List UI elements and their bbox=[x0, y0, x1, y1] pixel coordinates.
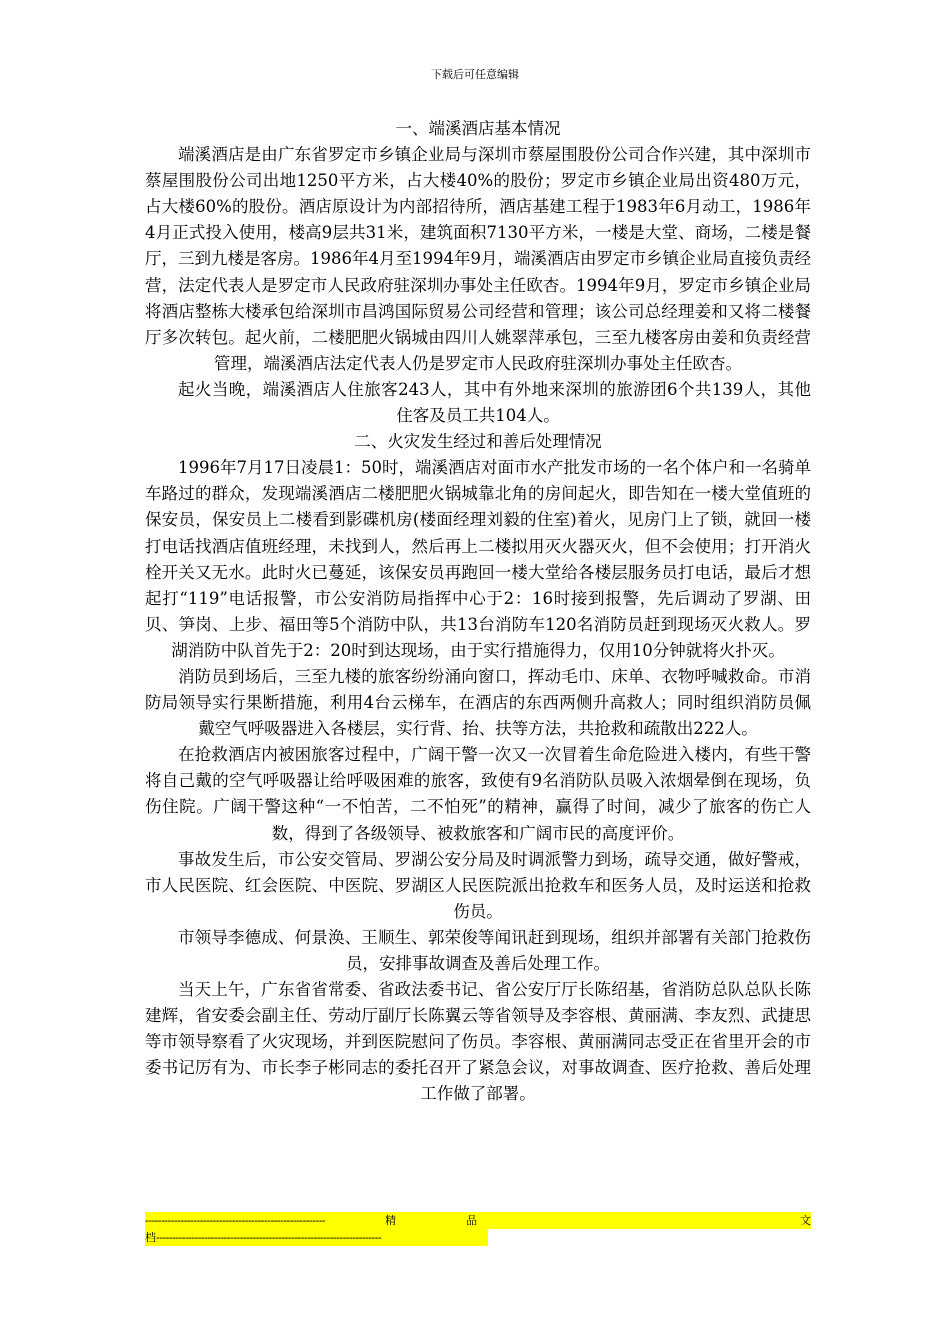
paragraph: 当天上午，广东省省常委、省政法委书记、省公安厅厅长陈绍基，省消防总队总队长陈建辉，省安委会副主任、劳动厅副厅长陈翼云等省领导及李容根、黄丽满、李友烈、武捷思等市领导察看了火灾现场，并到医院慰问了伤员。李容根、黄丽满同志受正在省里开会的市委书记厉有为、市长李子彬同志的委托召开了紧急会议，对事故调查、医疗抢救、善后处理工作做了部署。 bbox=[145, 980, 811, 1104]
footer-banner bbox=[145, 1212, 811, 1246]
footer-char: 档 bbox=[145, 1231, 156, 1244]
footer-dashes: ---------------------------------------------------------------------- bbox=[156, 1231, 382, 1244]
footer-char: 文 bbox=[800, 1214, 811, 1227]
section-heading-2: 二、火灾发生经过和善后处理情况 bbox=[354, 432, 602, 452]
paragraph: 在抢救酒店内被困旅客过程中，广阔干警一次又一次冒着生命危险进入楼内，有些干警将自己戴的空气呼吸器让给呼吸困难的旅客，致使有9名消防队员吸入浓烟晕倒在现场，负伤住院。广阔干警这种“一不怕苦，二不怕死”的精神，赢得了时间，减少了旅客的伤亡人数，得到了各级领导、被救旅客和广阔市民的高度评价。 bbox=[145, 745, 811, 843]
footer-dashes: -------------------------------------------------------- bbox=[145, 1214, 326, 1227]
footer-char: 品 bbox=[466, 1214, 478, 1227]
footer-char: 精 bbox=[385, 1214, 397, 1227]
paragraph: 起火当晚，端溪酒店人住旅客243人，其中有外地来深圳的旅游团6个共139人，其他住客及员工共104人。 bbox=[178, 379, 811, 426]
paragraph: 1996年7月17日凌晨1：50时，端溪酒店对面市水产批发市场的一名个体户和一名骑单车路过的群众，发现端溪酒店二楼肥肥火锅城靠北角的房间起火，即告知在一楼大堂值班的保安员，保安员上二楼看到影碟机房(楼面经理刘毅的住室)着火，见房门上了锁，就回一楼打电话找酒店值班经理，未找到人，然后再上二楼拟用灭火器灭火，但不会使用；打开消火栓开关又无水。此时火已蔓延，该保安员再跑回一楼大堂给各楼层服务员打电话，最后才想起打“119”电话报警，市公安消防局指挥中心于2：16时接到报警，先后调动了罗湖、田贝、笋岗、上步、福田等5个消防中队，共13台消防车120名消防员赶到现场灭火救人。罗湖消防中队首先于2：20时到达现场，由于实行措施得力，仅用10分钟就将火扑灭。 bbox=[145, 458, 811, 660]
paragraph: 消防员到场后，三至九楼的旅客纷纷涌向窗口，挥动毛巾、床单、衣物呼喊救命。市消防局领导实行果断措施，利用4台云梯车，在酒店的东西两侧升高救人；同时组织消防员佩戴空气呼吸器进入各楼层，实行背、抬、扶等方法，共抢救和疏散出222人。 bbox=[145, 666, 811, 739]
section-heading-1: 一、端溪酒店基本情况 bbox=[395, 119, 561, 138]
paragraph: 事故发生后，市公安交管局、罗湖公安分局及时调派警力到场，疏导交通，做好警戒，市人民医院、红会医院、中医院、罗湖区人民医院派出抢救车和医务人员，及时运送和抢救伤员。 bbox=[145, 849, 811, 921]
document-body bbox=[145, 116, 811, 1108]
footer-row-2 bbox=[145, 1229, 488, 1246]
paragraph: 市领导李德成、何景涣、王顺生、郭荣俊等闻讯赶到现场，组织并部署有关部门抢救伤员，安排事故调查及善后处理工作。 bbox=[178, 927, 811, 973]
footer-row-1 bbox=[145, 1212, 811, 1229]
paragraph: 端溪酒店是由广东省罗定市乡镇企业局与深圳市蔡屋围股份公司合作兴建，其中深圳市蔡屋围股份公司出地1250平方米，占大楼40%的股份；罗定市乡镇企业局出资480万元，占大楼60%的股份。酒店原设计为内部招待所，酒店基建工程于1983年6月动工，1986年4月正式投入使用，楼高9层共31米，建筑面积7130平方米，一楼是大堂、商场，二楼是餐厅，三到九楼是客房。1986年4月至1994年9月，端溪酒店由罗定市乡镇企业局直接负责经营，法定代表人是罗定市人民政府驻深圳办事处主任欧杏。1994年9月，罗定市乡镇企业局将酒店整栋大楼承包给深圳市昌鸿国际贸易公司经营和管理；该公司总经理姜和又将二楼餐厅多次转包。起火前，二楼肥肥火锅城由四川人姚翠萍承包，三至九楼客房由姜和负责经营管理，端溪酒店法定代表人仍是罗定市人民政府驻深圳办事处主任欧杏。 bbox=[145, 145, 811, 373]
header-note: 下载后可任意编辑 bbox=[431, 68, 519, 81]
